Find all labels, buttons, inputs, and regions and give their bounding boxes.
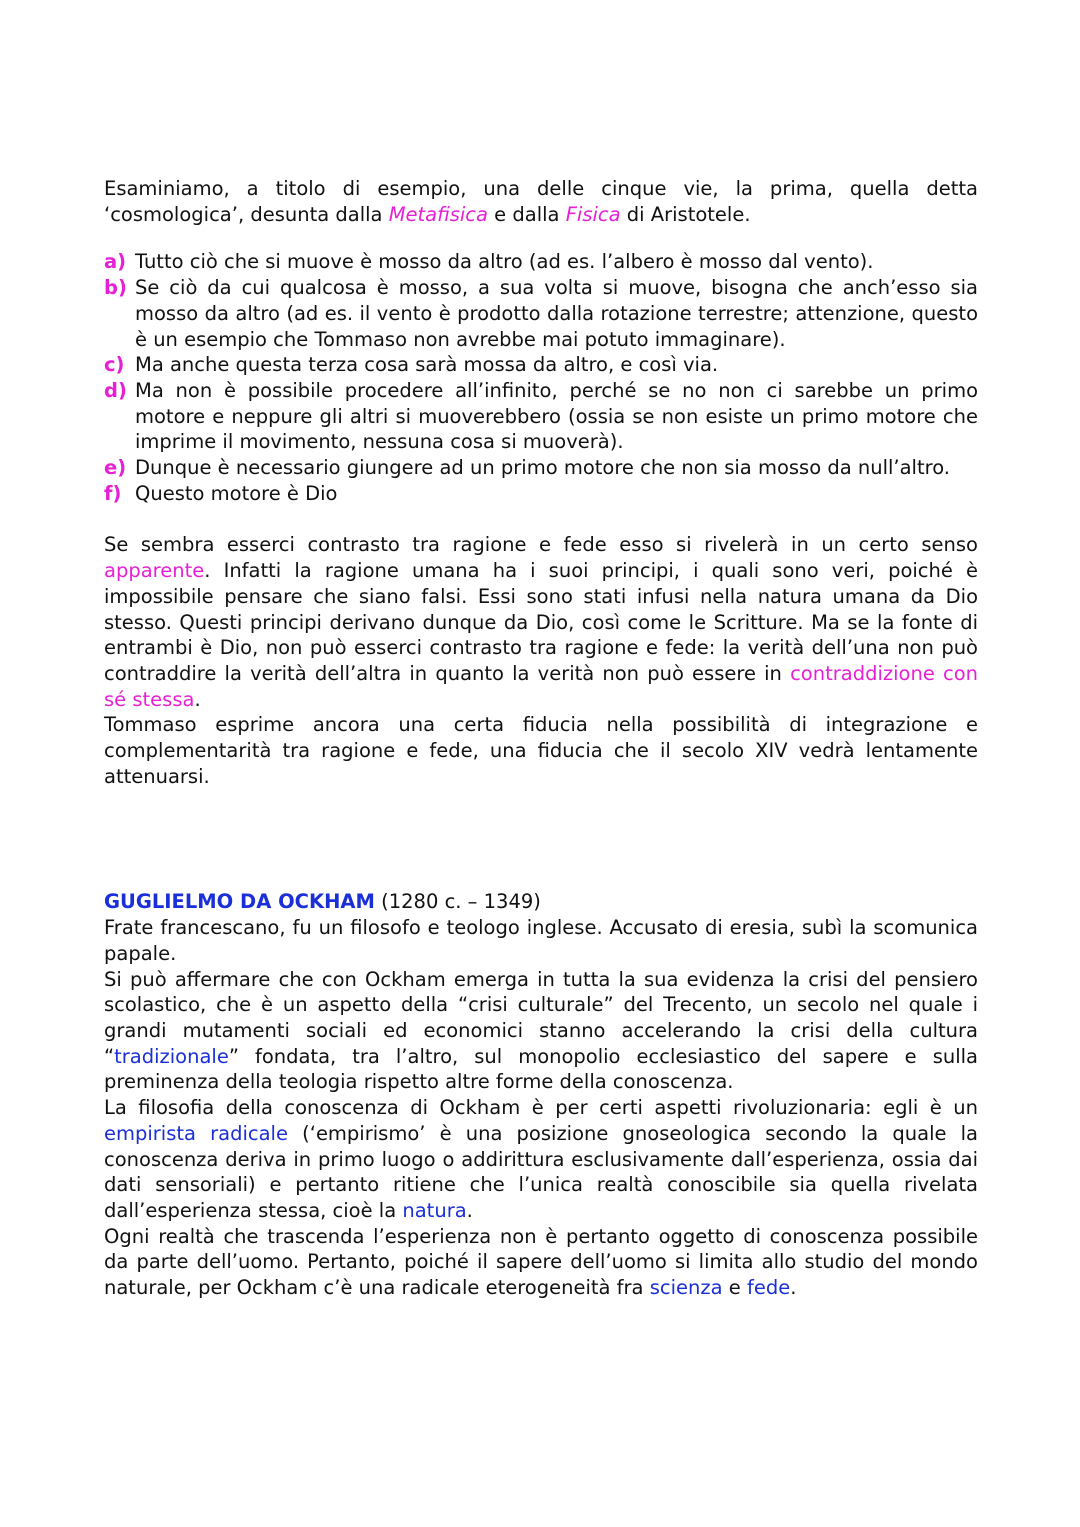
list-item — [104, 481, 978, 507]
highlight-apparente: apparente — [104, 559, 205, 583]
ockham-crisis-text-1: Si può affermare che con Ockham emerga in tutta la sua evidenza la crisi del pensiero scolastico, che è un aspetto della “crisi culturale” del Trecento, un secolo nel quale i grandi mutamenti sociali ed economici stanno accelerando la crisi della cultura “ — [104, 967, 978, 1068]
list-marker: c) — [104, 353, 125, 377]
five-ways-steps-list — [104, 249, 978, 506]
ockham-heading — [104, 889, 978, 915]
highlight-tradizionale: tradizionale — [114, 1044, 229, 1068]
list-marker: a) — [104, 250, 127, 274]
highlight-fede: fede — [746, 1276, 791, 1300]
list-item-text: Ma non è possibile procedere all’infinito, perché se no non ci sarebbe un primo motore e neppure gli altri si muoverebbero (ossia se non esiste un primo motore che imprime il movimento, nessuna cosa si muoverà). — [135, 378, 978, 454]
intro-text-1: Esaminiamo, a titolo di esempio, una delle cinque vie, la prima, quella detta ‘cosmologica’, desunta dalla — [104, 177, 978, 226]
highlight-scienza: scienza — [649, 1276, 723, 1300]
ockham-knowledge-text-1: La filosofia della conoscenza di Ockham è per certi aspetti rivoluzionaria: egli è un — [104, 1096, 978, 1120]
ockham-crisis-text-2: ” fondata, tra l’altro, sul monopolio ecclesiastico del sapere e sulla preminenza della teologia rispetto altre forme della conoscenza. — [104, 1044, 978, 1094]
highlight-contraddizione: contraddizione con sé stessa — [104, 661, 978, 711]
ockham-knowledge-paragraph — [104, 1095, 978, 1224]
list-marker: f) — [104, 481, 122, 505]
list-marker: b) — [104, 276, 127, 300]
list-item-text: Ma anche questa terza cosa sarà mossa da altro, e così via. — [135, 353, 719, 377]
list-item-text: Questo motore è Dio — [135, 481, 338, 505]
faith-reason-paragraph — [104, 532, 978, 712]
list-item-text: Se ciò da cui qualcosa è mosso, a sua volta si muove, bisogna che anch’esso sia mosso da altro (ad es. il vento è prodotto dalla rotazione terrestre; attenzione, questo è un esempio che Tommaso non avrebbe mai potuto immaginare). — [135, 276, 978, 351]
ockham-knowledge-text-2: (‘empirismo’ è una posizione gnoseologica secondo la quale la conoscenza deriva in primo luogo o addirittura esclusivamente dall’esperienza, ossia dai dati sensoriali) e pertanto ritiene che l’unica realtà conoscibile sia quella rivelata dall’esperienza stessa, cioè la — [104, 1121, 979, 1222]
faith-text-1: Se sembra esserci contrasto tra ragione e fede esso si rivelerà in un certo senso — [104, 533, 978, 557]
highlight-metafisica: Metafisica — [388, 202, 488, 226]
highlight-empirista-radicale: empirista radicale — [104, 1121, 288, 1145]
fiducia-paragraph: Tommaso esprime ancora una certa fiducia nella possibilità di integrazione e complementarità tra ragione e fede, una fiducia che il secolo XIV vedrà lentamente attenuarsi. — [104, 713, 978, 788]
list-item-text: Tutto ciò che si muove è mosso da altro (ad es. l’albero è mosso dal vento). — [135, 250, 874, 274]
list-item — [104, 249, 978, 275]
highlight-natura: natura — [402, 1198, 467, 1222]
ockham-conclusion-text-1: Ogni realtà che trascenda l’esperienza non è pertanto oggetto di conoscenza possibile da parte dell’uomo. Pertanto, poiché il sapere dell’uomo si limita allo studio del mondo naturale, per Ockham c’è una radicale eterogeneità fra — [104, 1224, 978, 1300]
ockham-dates: (1280 c. – 1349) — [374, 890, 541, 914]
ockham-knowledge-text-3: . — [466, 1198, 473, 1222]
ockham-crisis-paragraph — [104, 967, 978, 1096]
intro-text-3: di Aristotele. — [620, 202, 751, 226]
faith-text-3: . — [194, 687, 201, 711]
ockham-conclusion-paragraph — [104, 1224, 978, 1301]
section-spacer — [104, 789, 978, 889]
list-item — [104, 352, 978, 378]
list-item — [104, 378, 978, 455]
ockham-conclusion-text-3: . — [790, 1276, 797, 1300]
list-item — [104, 455, 978, 481]
list-item-text: Dunque è necessario giungere ad un primo motore che non sia mosso da null’altro. — [135, 456, 950, 480]
highlight-fisica: Fisica — [565, 202, 621, 226]
ockham-bio-paragraph: Frate francescano, fu un filosofo e teologo inglese. Accusato di eresia, subì la scomunica papale. — [104, 916, 978, 965]
ockham-name: GUGLIELMO DA OCKHAM — [104, 890, 375, 914]
ockham-conclusion-text-2: e — [722, 1276, 747, 1300]
list-marker: d) — [104, 378, 127, 402]
list-marker: e) — [104, 456, 127, 480]
intro-text-2: e dalla — [487, 202, 566, 226]
faith-text-2: . Infatti la ragione umana ha i suoi principi, i quali sono veri, poiché è impossibile pensare che siano falsi. Essi sono stati infusi nella natura umana da Dio stesso. Questi principi derivano dunque da Dio, così come le Scritture. Ma se la fonte di entrambi è Dio, non può esserci contrasto tra ragione e fede: la verità dell’una non può contraddire la verità dell’altra in quanto la verità non può essere in — [104, 559, 978, 685]
intro-paragraph — [104, 176, 978, 227]
list-item — [104, 275, 978, 352]
